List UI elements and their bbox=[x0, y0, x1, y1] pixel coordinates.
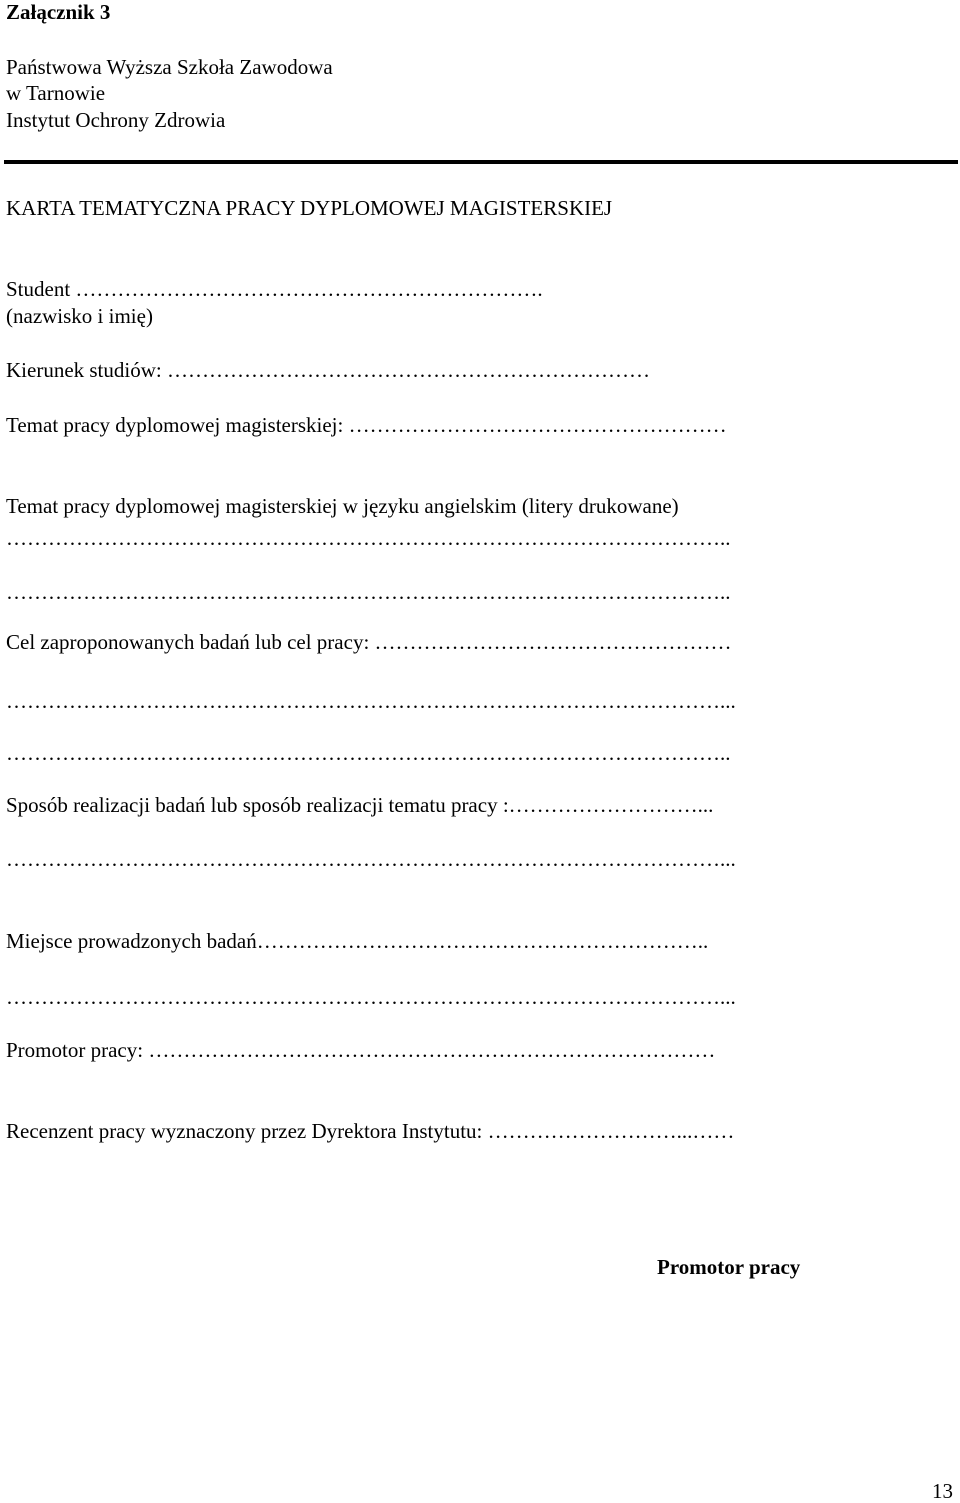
miejsce-field[interactable] bbox=[6, 929, 708, 953]
cel-dots-line2[interactable]: ………………………………………………………………………………………….. bbox=[6, 741, 731, 765]
student-hint: (nazwisko i imię) bbox=[6, 304, 153, 328]
miejsce-dots-line1[interactable]: …………………………………………………………………………………………... bbox=[6, 985, 736, 1009]
promotor-label: Promotor pracy: bbox=[6, 1038, 144, 1062]
annex-label: Załącznik 3 bbox=[6, 0, 111, 24]
sposob-dots-line1[interactable]: …………………………………………………………………………………………... bbox=[6, 847, 736, 871]
temat-en-dots-line1[interactable]: ………………………………………………………………………………………….. bbox=[6, 526, 731, 550]
promotor-field[interactable] bbox=[6, 1038, 715, 1062]
page-number: 13 bbox=[932, 1479, 953, 1503]
cel-dots: …………………………………………… bbox=[374, 630, 732, 654]
cel-dots-line1[interactable]: …………………………………………………………………………………………... bbox=[6, 689, 736, 713]
institution-name: Państwowa Wyższa Szkoła Zawodowa bbox=[6, 55, 333, 79]
form-title: KARTA TEMATYCZNA PRACY DYPLOMOWEJ MAGISTERSKIEJ bbox=[6, 196, 613, 220]
student-dots: …………………………………………………………. bbox=[75, 277, 543, 301]
promotor-dots: ……………………………………………………………………… bbox=[148, 1038, 716, 1062]
temat-field[interactable] bbox=[6, 413, 727, 437]
temat-dots: ……………………………………………… bbox=[348, 413, 727, 437]
recenzent-label: Recenzent pracy wyznaczony przez Dyrektora Instytutu: bbox=[6, 1119, 483, 1143]
recenzent-field[interactable] bbox=[6, 1119, 734, 1143]
temat-label: Temat pracy dyplomowej magisterskiej: bbox=[6, 413, 344, 437]
student-field[interactable] bbox=[6, 277, 543, 301]
cel-field[interactable] bbox=[6, 630, 732, 654]
header-divider bbox=[4, 160, 958, 164]
kierunek-label: Kierunek studiów: bbox=[6, 358, 162, 382]
sposob-label: Sposób realizacji badań lub sposób realizacji tematu pracy : bbox=[6, 793, 509, 817]
institute-name: Instytut Ochrony Zdrowia bbox=[6, 108, 226, 132]
sposob-field[interactable] bbox=[6, 793, 713, 817]
cel-label: Cel zaproponowanych badań lub cel pracy: bbox=[6, 630, 370, 654]
institution-city: w Tarnowie bbox=[6, 81, 106, 105]
recenzent-dots: ………………………...…… bbox=[487, 1119, 735, 1143]
miejsce-label: Miejsce prowadzonych badań bbox=[6, 929, 257, 953]
kierunek-field[interactable] bbox=[6, 358, 650, 382]
temat-en-label: Temat pracy dyplomowej magisterskiej w języku angielskim (litery drukowane) bbox=[6, 494, 679, 518]
miejsce-dots: ……………………………………………………….. bbox=[256, 929, 709, 953]
sposob-dots: ………………………... bbox=[508, 793, 714, 817]
temat-en-dots-line2[interactable]: ………………………………………………………………………………………….. bbox=[6, 580, 731, 604]
signature-label: Promotor pracy bbox=[657, 1255, 801, 1279]
kierunek-dots: …………………………………………………………… bbox=[166, 358, 650, 382]
student-label: Student bbox=[6, 277, 71, 301]
